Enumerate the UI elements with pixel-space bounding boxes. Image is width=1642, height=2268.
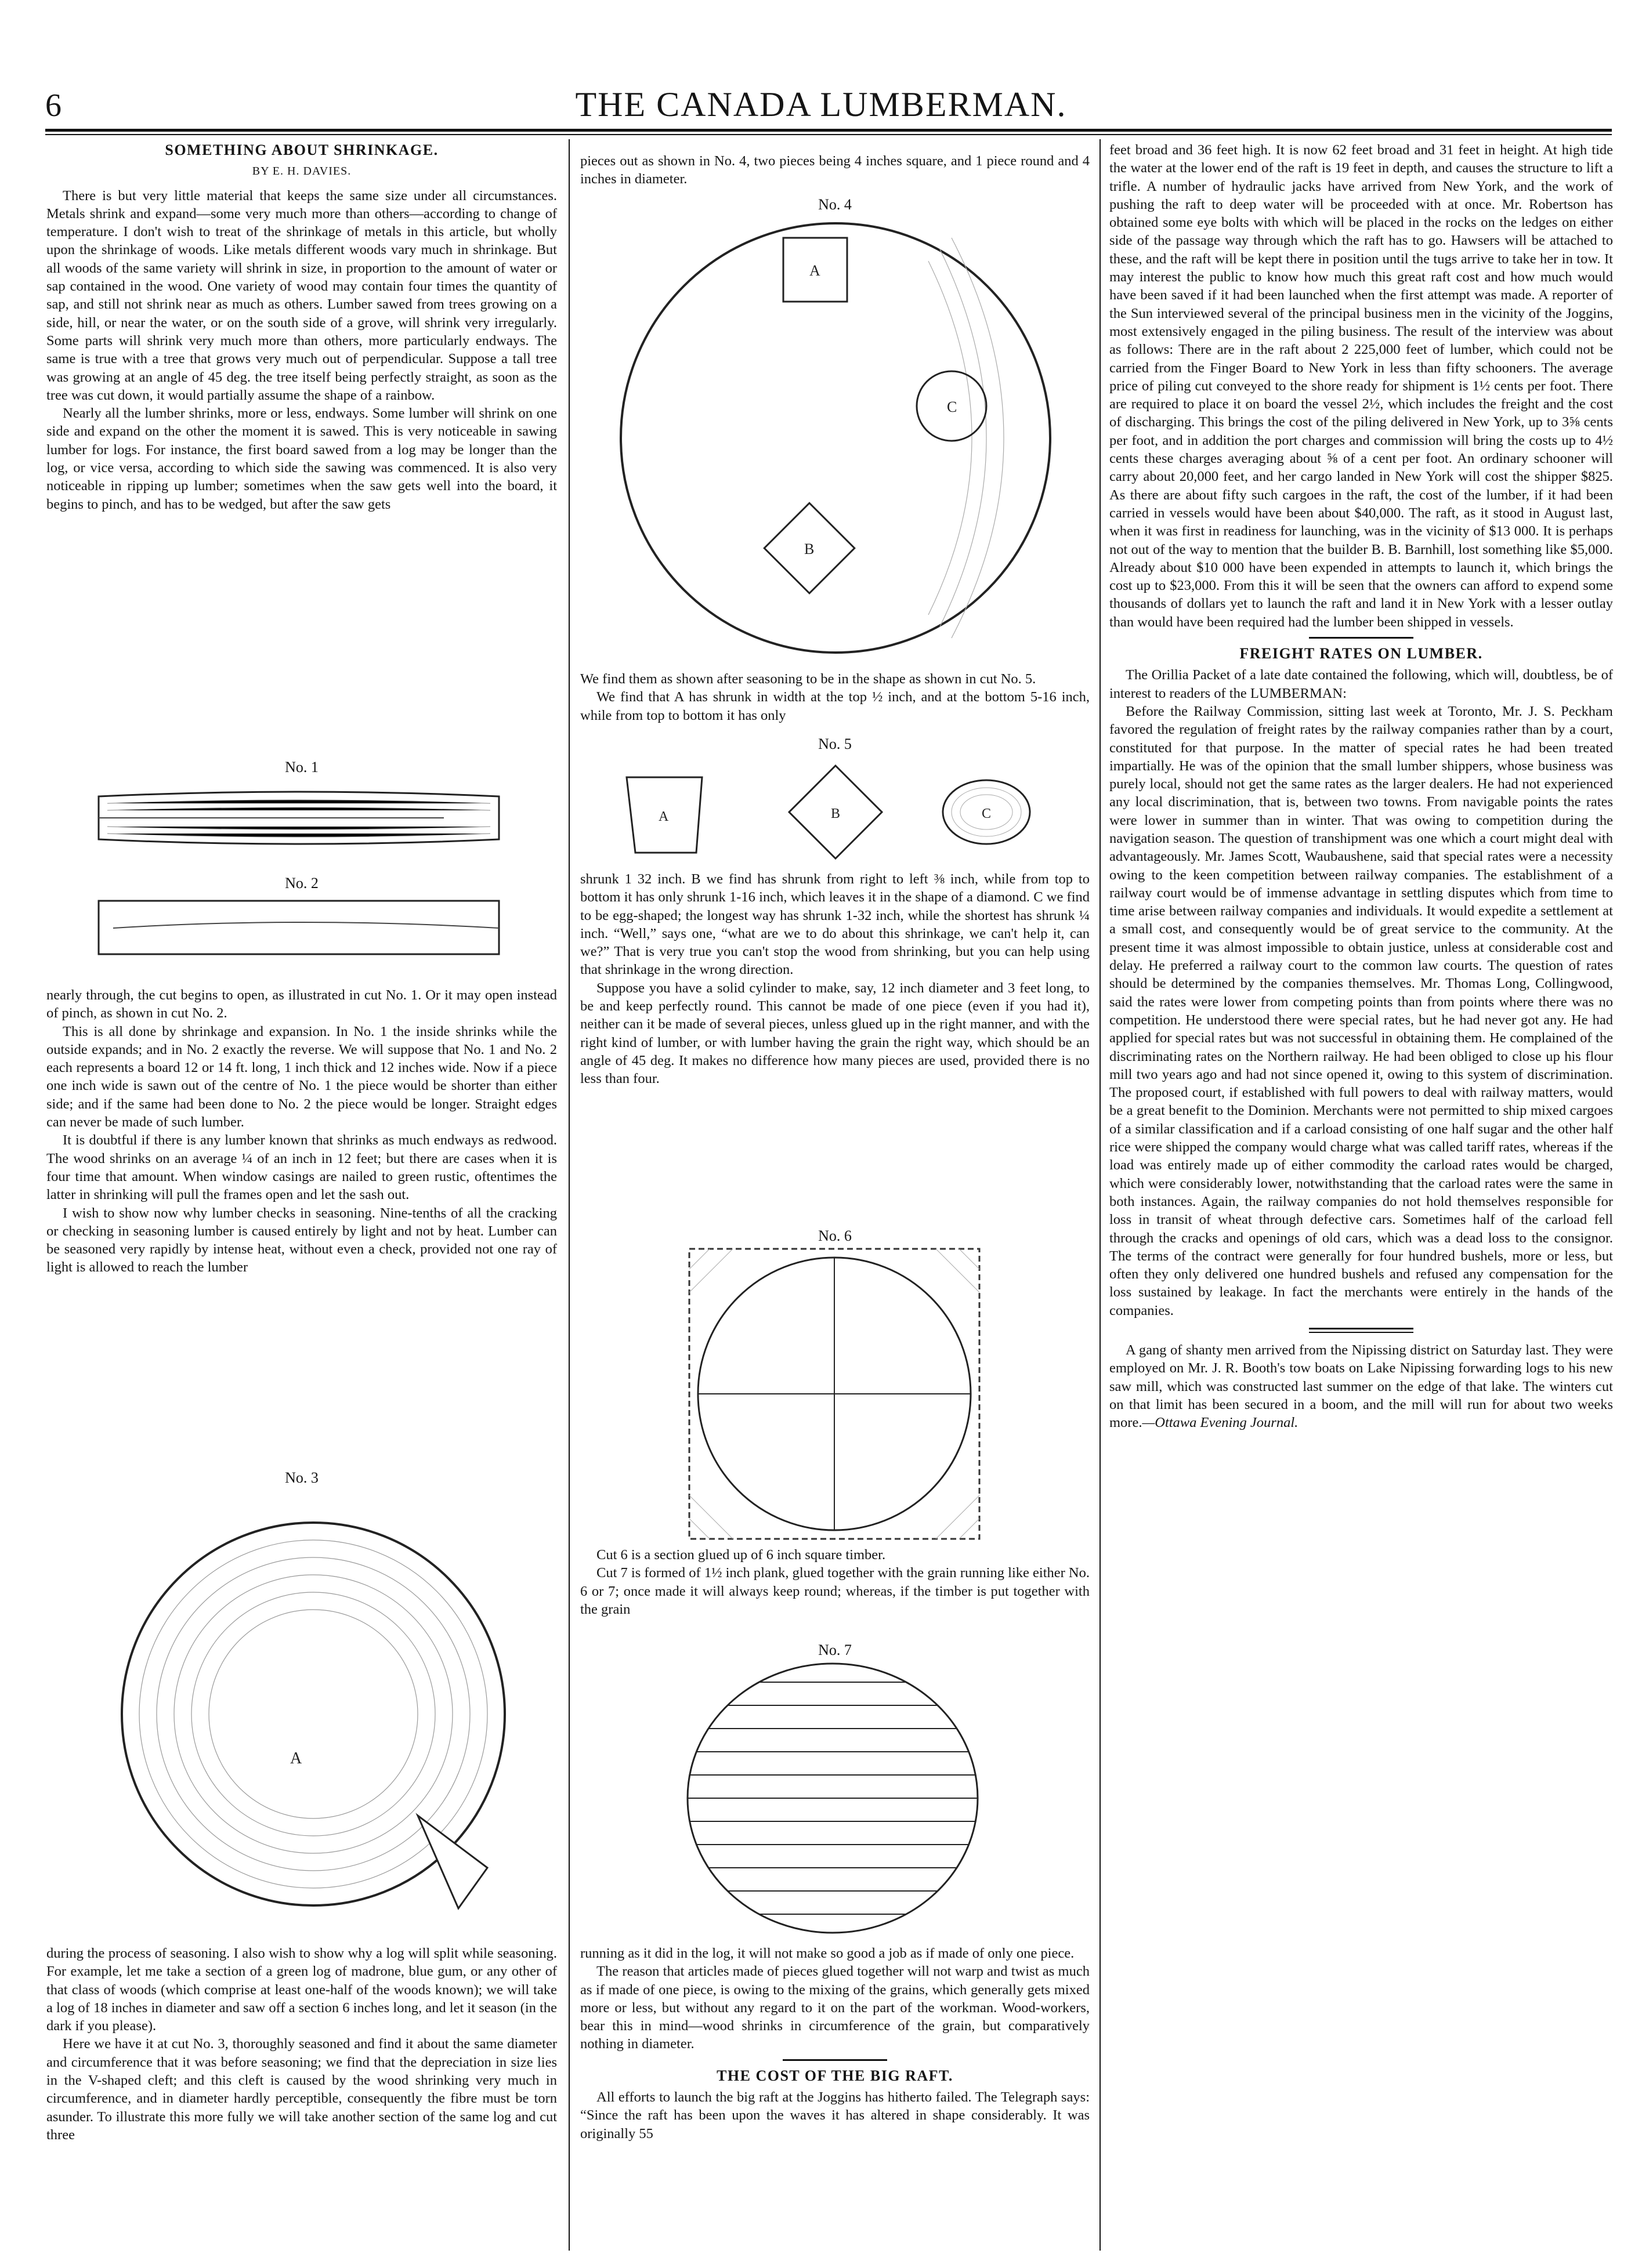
column-2-bottom [580, 1944, 1090, 2143]
figure-log-section-no4 [615, 215, 1056, 661]
newspaper-title: THE CANADA LUMBERMAN. [575, 85, 1067, 124]
figure-seasoned-pieces-no5 [615, 754, 1056, 864]
figure-caption-2: No. 2 [285, 875, 319, 892]
figure-label: A [809, 262, 820, 279]
figure-label: C [947, 398, 957, 415]
news-item-text: A gang of shanty men arrived from the Nipissing district on Saturday last. They were employed on Mr. J. R. Booth's tow boats on Lake Nipissing forwarding logs to his new saw mill, which was constructed last summer on the edge of that lake. The winters cut on that limit has been secured in a boom, and the mill will run for about two weeks more. [1109, 1342, 1613, 1431]
column-2-mid-a [580, 670, 1090, 724]
figure-label: A [290, 1749, 302, 1767]
figure-glued-section-no6 [686, 1246, 982, 1542]
figure-board-no2 [96, 896, 502, 960]
figure-caption-3: No. 3 [285, 1469, 319, 1486]
paragraph: The reason that articles made of pieces glued together will not warp and twist as much as if made of one piece, is owing to the mixing of the grains, which generally gets mixed more or less, but without any regard to it on the part of the workman. Wood-workers, bear this in mind—wood shrinks in circumference of the grain, but comparatively nothing in diameter. [580, 1963, 1090, 2052]
paragraph: feet broad and 36 feet high. It is now 62 feet broad and 31 feet in height. At high tide the water at the lower end of the raft is 19 feet in depth, and causes the structure to lift a trifle. A number of hydraulic jacks have arrived from New York, and the work of pushing the raft to deep water will be proceeded with at once. Mr. Robertson has obtained some eye bolts with which will be placed in the rocks on the ledges on either side of the passage way through which the raft has to go. Hawsers will be attached to these, and the raft will be kept there in position until the tugs arrive to take her in tow. It may interest the public to know how much this great raft cost and how much would have been saved if it had been launched when the first attempt was made. A reporter of the Sun interviewed several of the principal business men in the vicinity of the Joggins, most extensively engaged in the piling business. The result of the interview was about as follows: There are in the raft about 2 225,000 feet of lumber, which could not be carried from the Finger Board to New York in less than fifty schooners. The average price of piling cut conveyed to the shore ready for shipment is 1½ cents per foot. There are required to place it on board the vessel 2½, which includes the freight and the cost of discharging. This brings the cost of the piling delivered in New York, up to 3⅝ cents per foot, and in addition the port charges and commission will bring the costs up to 4½ cents these charges averaging about ⅝ of a cent per foot. An ordinary schooner will carry about 20,000 feet, and her cargo landed in New York will cost the shipper $825. As there are about fifty such cargoes in the raft, the cost of the lumber, if it had been carried in vessels would have been about $40,000. The raft, as it stood in August last, when it was first in readiness for launching, was in the vicinity of $13 000. It is perhaps not out of the way to mention that the builder B. B. Barnhill, lost something like $5,000. Already about $10 000 have been expended in attempts to launch it, which brings the cost up to $23,000. From this it will be seen that the owners can afford to expend some thousands of dollars yet to launch the raft and land it in New York with a lesser outlay than would have been required had the lumber been shipped in vessels. [1109, 142, 1613, 630]
figure-board-no1 [96, 786, 502, 850]
figure-label: C [982, 806, 992, 821]
paragraph: Suppose you have a solid cylinder to make, say, 12 inch diameter and 3 feet long, to be and keep perfectly round. This cannot be made of one piece (even if you had it), neither can it be made of several pieces, unless glued up in the right manner, and with the right kind of lumber, or with lumber having the grain the right way, which should be an angle of 45 deg. It makes no difference how many pieces are used, provided there is no less than four. [580, 980, 1090, 1087]
column-2-top [580, 152, 1090, 189]
paragraph: There is but very little material that keeps the same size under all circumstances. Metals shrink and expand—some very much more than others—according to change of temperature. I don't wish to treat of the shrinkage of metals in this article, but wholly upon the shrinkage of woods. Like metals different woods vary much in shrinkage. But all woods of the same variety will shrink in size, in proportion to the amount of water or sap contained in the wood. One variety of wood may contain four times the quantity of sap, and still not shrink near as much as others. Lumber sawed from trees growing on a side, hill, or near the water, or on the south side of a grove, will shrink very irregularly. Some parts will shrink very much more than others, more particularly endways. The same is true with a tree that grows very much out of perpendicular. Suppose a tall tree was growing at an angle of 45 deg. the tree itself being perfectly straight, as soon as the tree was cut down, it would partially assume the shape of a rainbow. [46, 187, 557, 403]
section-separator [783, 2059, 887, 2061]
paragraph: All efforts to launch the big raft at the Joggins has hitherto failed. The Telegraph says: “Since the raft has been upon the waves it has altered in shape considerably. It was originally 55 [580, 2089, 1090, 2142]
figure-caption-5: No. 5 [818, 736, 852, 752]
paragraph: Cut 6 is a section glued up of 6 inch square timber. [596, 1547, 886, 1563]
masthead-rule-thick [45, 129, 1612, 132]
article-title-big-raft: THE COST OF THE BIG RAFT. [717, 2067, 953, 2084]
paragraph: We find that A has shrunk in width at the top ½ inch, and at the bottom 5-16 inch, while from top to bottom it has only [580, 689, 1090, 723]
paragraph [1109, 1341, 1613, 1432]
section-separator [1309, 1328, 1413, 1329]
column-1-middle [46, 986, 557, 1277]
paragraph: nearly through, the cut begins to open, as illustrated in cut No. 1. Or it may open instead of pinch, as shown in cut No. 2. [46, 987, 557, 1021]
news-item-source: —Ottawa Evening Journal. [1142, 1415, 1299, 1431]
section-separator [1309, 637, 1413, 639]
section-separator-thin [1309, 1332, 1413, 1333]
paragraph: I wish to show now why lumber checks in seasoning. Nine-tenths of all the cracking or checking in seasoning lumber is caused entirely by light and not by heat. Lumber can be seasoned very rapidly by intense heat, without even a check, provided not one ray of light is allowed to reach the lumber [46, 1205, 557, 1276]
column-3 [1109, 141, 1613, 1432]
article-title-freight-rates: FREIGHT RATES ON LUMBER. [1239, 645, 1483, 662]
paragraph: Here we have it at cut No. 3, thoroughly seasoned and find it about the same diameter and circumference that it was before seasoning; we find that the depreciation in size lies in the V-shaped cleft; and this cleft is caused by the wood shrinking very much in circumference, and in diameter hardly perceptible, consequently the fibre must be torn asunder. To illustrate this more fully we will take another section of the same log and cut three [46, 2036, 557, 2143]
paragraph: during the process of seasoning. I also wish to show why a log will split while seasoning. For example, let me take a section of a green log of madrone, blue gum, or any other of that class of woods (which comprise at least one-half of the woods known); we will take a log of 18 inches in diameter and saw off a section 6 inches long, and let it season (in the dark if you please). [46, 1945, 557, 2034]
figure-label: A [659, 809, 669, 824]
column-2-mid-c [580, 1546, 1090, 1618]
paragraph: Before the Railway Commission, sitting last week at Toronto, Mr. J. S. Peckham favored the regulation of freight rates by the railway companies rather than by a court, constituted for that purpose. In the matter of special rates he had been treated impartially. He was of the opinion that the small lumber shippers, whose business was purely local, should not get the same rates as the larger dealers. He had not experienced any local discrimination, that is, between two towns. From navigable points the rates were lower in summer than in winter. That was owing to competition during the navigation season. The question of transhipment was one which a court might deal with advantageously. Mr. James Scott, Waubaushene, said that special rates were a necessity owing to the keen competition between railway companies. The establishment of a railway court would be of immense advantage in settling disputes which from time to time arise between railway companies and individuals. It would expedite a settlement at a small cost, and consequently would be of great service to the community. At the present time it was almost impossible to obtain justice, unless at considerable cost and delay. He preferred a railway court to the common law courts. The question of rates should be determined by the companies themselves. Mr. Thomas Long, Collingwood, said the rates were lower from competing points than from points where there was no competition. He understood there were special rates, but he had never got any. He had applied for special rates but was not successful in obtaining them. He complained of the discriminating rates on the Northern railway. He had been obliged to close up his flour mill two years ago and had not since opened it, owing to this system of discrimination. The proposed court, if established with full powers to deal with railway matters, would be a great benefit to the Dominion. Merchants were not permitted to ship mixed cargoes of a similar classification and if a carload consisting of one half sugar and the other half rice were shipped the company would charge what was called tariff rates, whereas if the load was entirely made up of either commodity the carload rates would be charged, which were considerably lower, notwithstanding that the carload rates were the same in both instances. Again, the railway companies do not hold themselves responsible for loss in transit of wheat through defective cars. Sometimes half of the carload fell through the cracks and openings of old cars, which was a dead loss to the consignor. The terms of the contract were generally for four hundred bushels, more or less, but often they only delivered one hundred bushels and refused any compensation for the loss sustained by leakage. In fact the merchants were entirely in the hands of the companies. [1109, 703, 1613, 1318]
column-divider-2 [1100, 139, 1101, 2251]
column-1-top [46, 141, 557, 513]
paragraph: Nearly all the lumber shrinks, more or less, endways. Some lumber will shrink on one side and expand on the other the moment it is sawed. This is very noticeable in sawing lumber for logs. For instance, the first board sawed from a log may be longer than the log, or vice versa, according to which side the sawing was commenced. It is also very noticeable in ripping up lumber; sometimes when the saw gets well into the board, it begins to pinch, and has to be wedged, but after the saw gets [46, 405, 557, 512]
paragraph: It is doubtful if there is any lumber known that shrinks as much endways as redwood. The wood shrinks on an average ¼ of an inch in 12 feet; but there are cases when it is four time that amount. When window casings are nailed to green rustic, oftentimes the latter in shrinking will pull the frames open and let the sash out. [46, 1132, 557, 1203]
masthead-rule-thin [45, 134, 1612, 135]
column-divider-1 [569, 139, 570, 2251]
paragraph: Cut 7 is formed of 1½ inch plank, glued together with the grain running like either No. 6 or 7; once made it will always keep round; whereas, if the timber is put together with the grain [580, 1565, 1090, 1617]
figure-log-section-no3 [116, 1491, 511, 1937]
column-2-mid-b [580, 870, 1090, 1088]
figure-caption-6: No. 6 [818, 1227, 852, 1244]
page-number: 6 [45, 88, 62, 124]
article-byline: BY E. H. DAVIES. [252, 165, 352, 178]
figure-caption-7: No. 7 [818, 1642, 852, 1658]
article-title-shrinkage: SOMETHING ABOUT SHRINKAGE. [165, 142, 439, 158]
column-1-bottom [46, 1944, 557, 2144]
paragraph: shrunk 1 32 inch. B we find has shrunk from right to left ⅜ inch, while from top to bottom it has only shrunk 1-16 inch, which leaves it in the shape of a diamond. C we find to be egg-shaped; the longest way has shrunk 1-32 inch, while the shortest has shrunk ¼ inch. “Well,” says one, “what are we to do about this shrinkage, we can't help it, can we?” That is very true you can't stop the wood from shrinking, but you can help using that shrinkage in the wrong direction. [580, 871, 1090, 978]
paragraph: running as it did in the log, it will not make so good a job as if made of only one piece. [580, 1945, 1075, 1961]
figure-caption-1: No. 1 [285, 759, 319, 776]
paragraph: This is all done by shrinkage and expansion. In No. 1 the inside shrinks while the outside expands; and in No. 2 exactly the reverse. We will suppose that No. 1 and No. 2 each represents a board 12 or 14 ft. long, 1 inch thick and 12 inches wide. Now if a piece one inch wide is sawn out of the centre of No. 1 the piece would be shorter than either side; and if the same had been done to No. 2 the piece would be longer. Straight edges can never be made of such lumber. [46, 1023, 557, 1131]
paragraph: The Orillia Packet of a late date contained the following, which will, doubtless, be of interest to readers of the LUMBERMAN: [1109, 667, 1613, 701]
figure-plank-section-no7 [682, 1659, 983, 1937]
figure-label: B [804, 541, 815, 557]
paragraph: We find them as shown after seasoning to be in the shape as shown in cut No. 5. [580, 671, 1036, 687]
paragraph: pieces out as shown in No. 4, two pieces being 4 inches square, and 1 piece round and 4 inches in diameter. [580, 153, 1090, 187]
figure-label: B [831, 806, 841, 821]
figure-caption-4: No. 4 [818, 196, 852, 213]
